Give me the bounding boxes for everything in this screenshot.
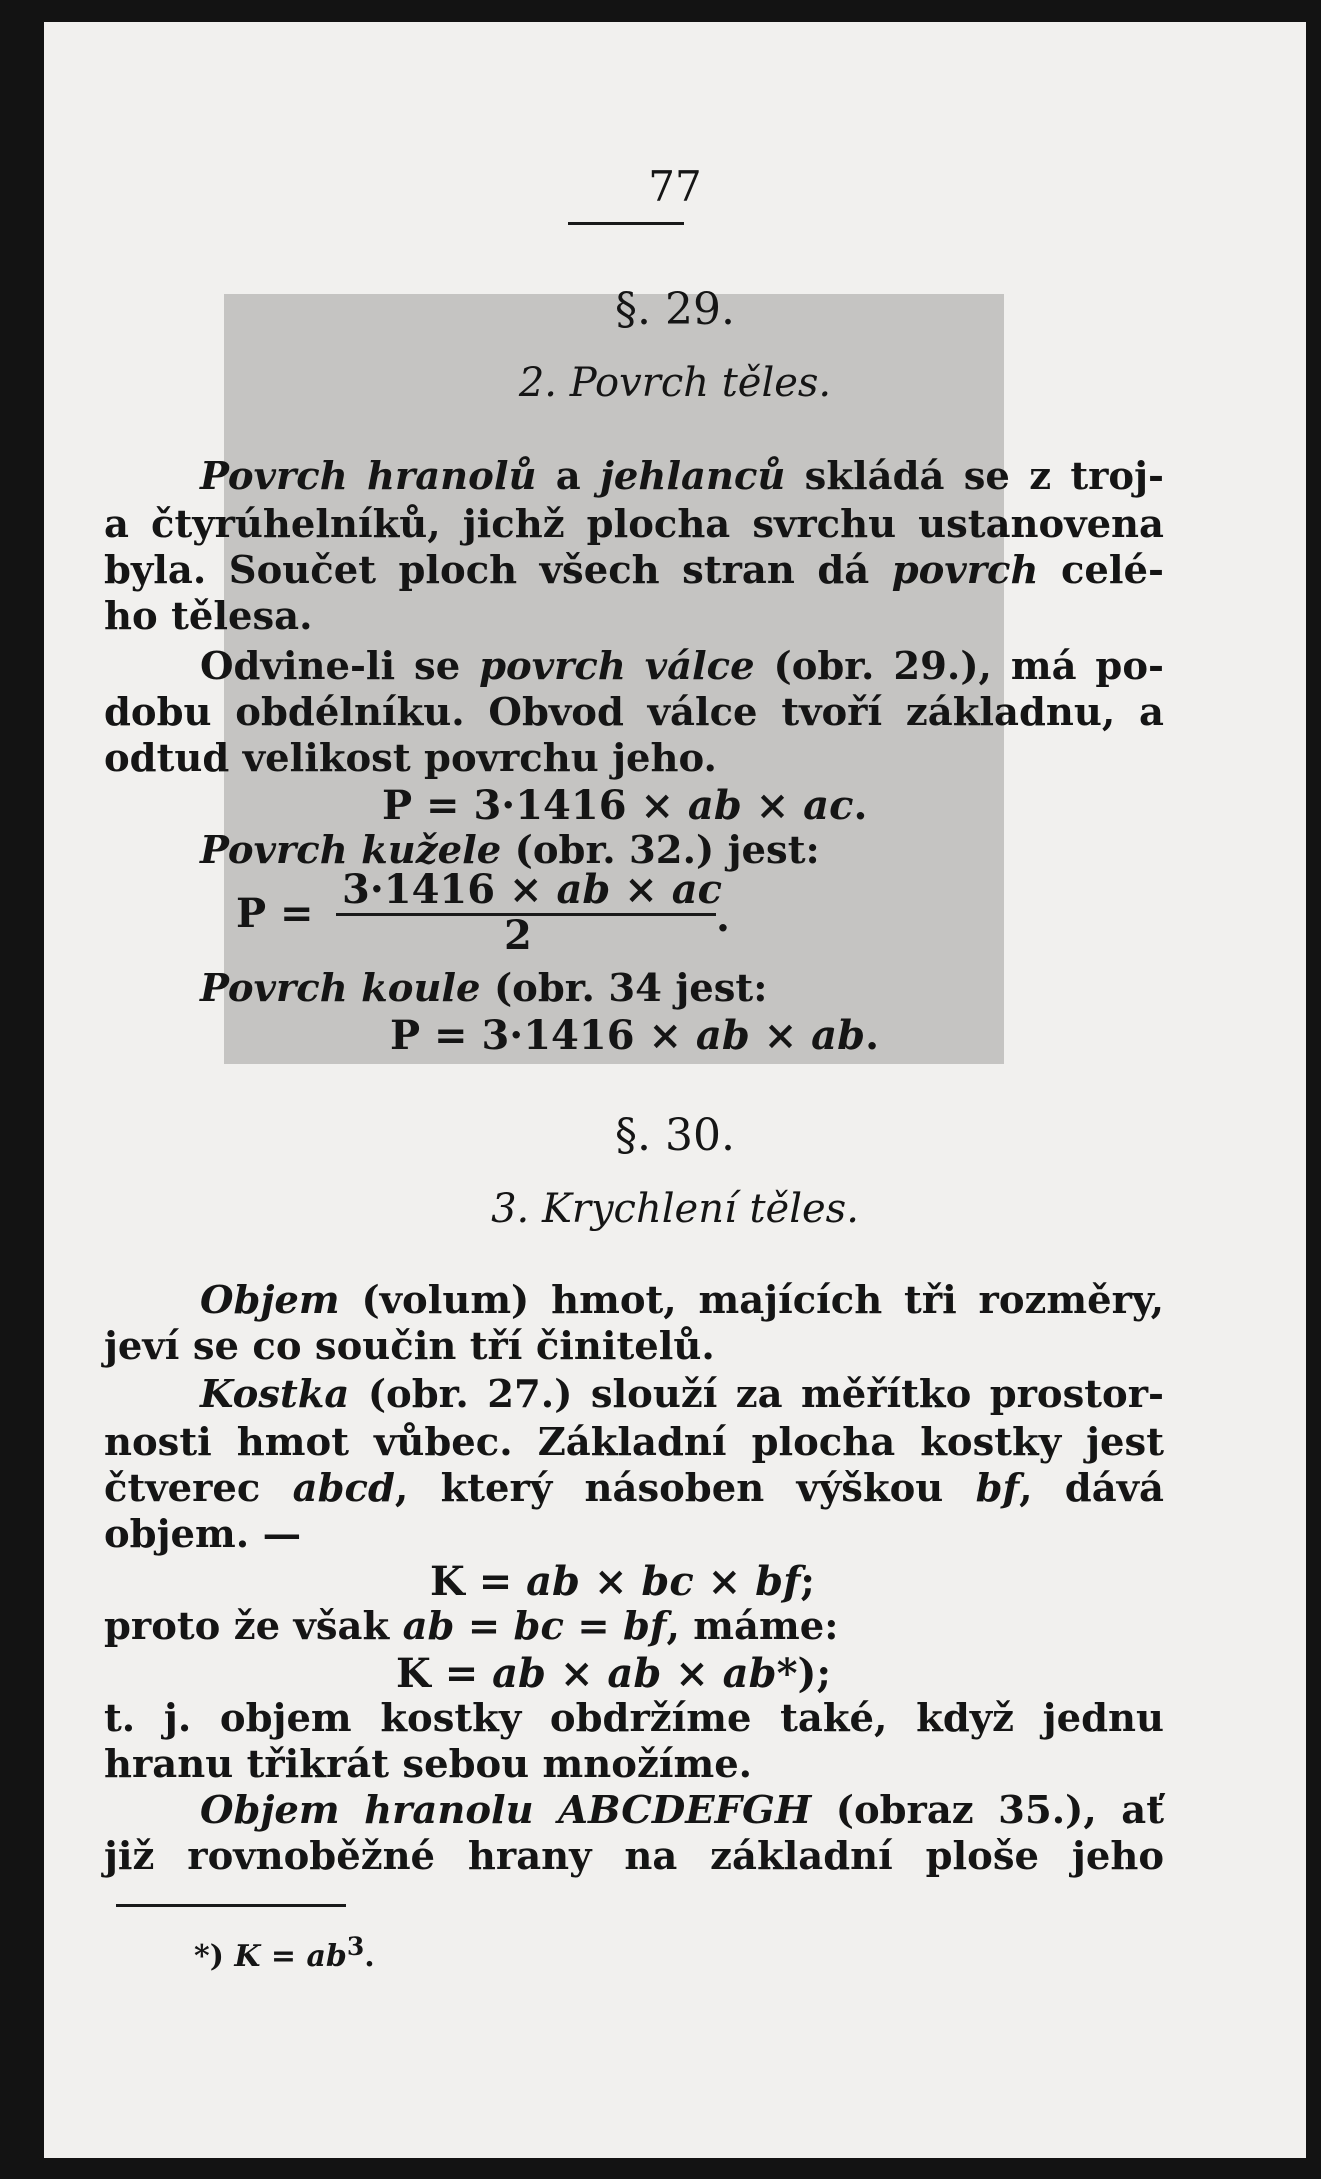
page-number: 77: [648, 162, 702, 211]
para1-line1: Povrch hranolů a jehlanců skládá se z troj-: [200, 454, 1164, 499]
para5-line2: hranu třikrát sebou množíme.: [104, 1742, 753, 1787]
para4-line2: nosti hmot vůbec. Základní plocha kostky jest: [104, 1420, 1164, 1465]
page-number-rule: [568, 222, 684, 225]
equal-edges-line: proto že však ab = bc = bf, máme:: [104, 1604, 839, 1649]
para2-line2: dobu obdélníku. Obvod válce tvoří základnu, a: [104, 690, 1164, 735]
para2-line1: Odvine-li se povrch válce (obr. 29.), má po-: [200, 644, 1164, 689]
para6-line1: Objem hranolu ABCDEFGH (obraz 35.), ať: [200, 1788, 1164, 1833]
section-30-heading: §. 30.: [615, 1110, 735, 1161]
page-content: [44, 22, 1306, 2158]
cylinder-surface-formula: P = 3·1416 × ab × ac.: [382, 782, 868, 829]
para1-line3: byla. Součet ploch všech stran dá povrch celé-: [104, 548, 1164, 593]
sphere-surface-formula: P = 3·1416 × ab × ab.: [390, 1012, 879, 1059]
para4-line1: Kostka (obr. 27.) slouží za měřítko prostor-: [200, 1372, 1164, 1417]
cone-formula-numerator: 3·1416 × ab × ac: [342, 866, 722, 913]
cube-volume-formula: K = ab × bc × bf;: [430, 1558, 816, 1605]
para6-line2: již rovnoběžné hrany na základní ploše jeho: [104, 1834, 1164, 1879]
para1-line4: ho tělesa.: [104, 594, 313, 639]
cone-formula-denominator: 2: [504, 912, 532, 959]
cone-surface-intro: Povrch kužele (obr. 32.) jest:: [200, 828, 820, 873]
para2-line3: odtud velikost povrchu jeho.: [104, 736, 717, 781]
cube-volume-formula-2: K = ab × ab × ab*);: [396, 1650, 832, 1697]
para4-line3: čtverec abcd, který násoben výškou bf, dává: [104, 1466, 1164, 1511]
para1-line2: a čtyrúhelníků, jichž plocha svrchu ustanovena: [104, 502, 1164, 547]
para5-line1: t. j. objem kostky obdržíme také, když jednu: [104, 1696, 1164, 1741]
para3-line2: jeví se co součin tří činitelů.: [104, 1324, 715, 1369]
section-29-subtitle: 2. Povrch těles.: [518, 360, 832, 406]
para4-line4: objem. —: [104, 1512, 302, 1557]
section-29-heading: §. 29.: [615, 284, 735, 335]
cone-formula-lhs: P =: [236, 890, 314, 937]
footnote-rule: [116, 1904, 346, 1907]
section-30-subtitle: 3. Krychlení těles.: [491, 1186, 859, 1232]
cone-formula-end: .: [716, 894, 730, 941]
sphere-surface-intro: Povrch koule (obr. 34 jest:: [200, 966, 768, 1011]
para3-line1: Objem (volum) hmot, majících tři rozměry,: [200, 1278, 1164, 1323]
footnote: *) $K = ab^3$.: [194, 1932, 375, 1974]
book-page: [44, 22, 1306, 2158]
